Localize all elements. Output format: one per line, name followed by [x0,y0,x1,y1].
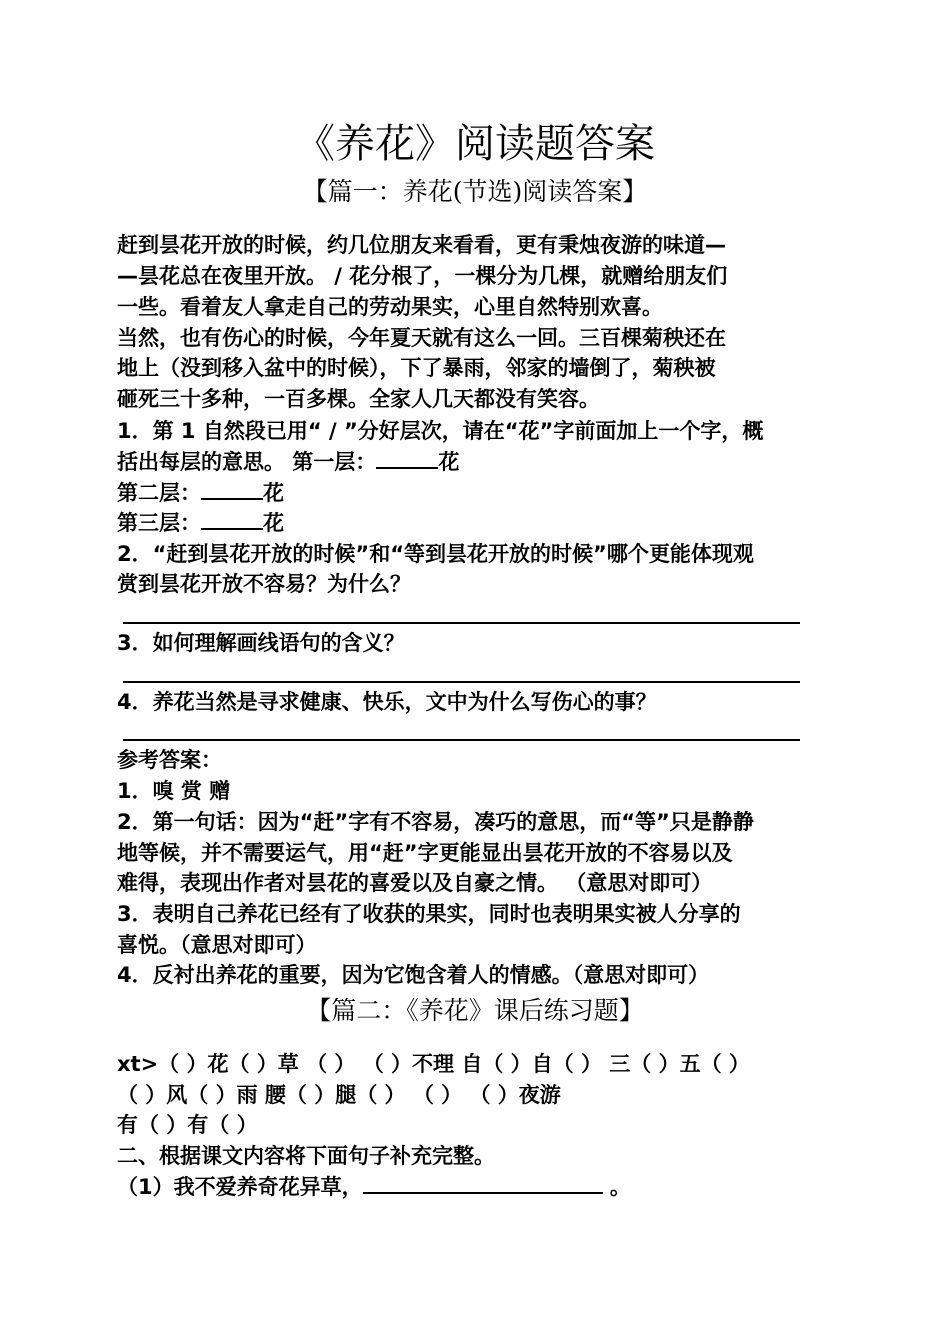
question-1-layer-1 [117,447,837,477]
exercise-line: 有（ ）有（ ） [117,1113,258,1137]
flower-char: 花 [263,511,284,535]
answer-line-text: 3．表明自己养花已经有了收获的果实，同时也表明果实被人分享的 [117,902,741,926]
layer-3-blank[interactable] [201,510,263,530]
question-2: 2．“赶到昙花开放的时候”和“等到昙花开放的时候”哪个更能体现观 [117,542,754,566]
section-one-title: 【篇一：养花(节选)阅读答案】 [302,177,648,206]
passage-line: 当然，也有伤心的时候，今年夏天就有这么一回。三百棵菊秧还在 [117,326,726,350]
passage-line: 砸死三十多种，一百多棵。全家人几天都没有笑容。 [117,387,600,411]
layer-1-blank[interactable] [376,449,438,469]
passage-line: 一些。看着友人拿走自己的劳动果实，心里自然特别欢喜。 [117,295,663,319]
answer-line-text: 喜悦。（意思对即可） [117,933,317,957]
question-4: 4．养花当然是寻求健康、快乐，文中为什么写伤心的事？ [117,690,657,714]
answer-line-text: 难得，表现出作者对昙花的喜爱以及自豪之情。 （意思对即可） [117,871,713,895]
answer-line-text: 4．反衬出养花的重要，因为它饱含着人的情感。（意思对即可） [117,963,710,987]
exercise-line: xt>（ ）花（ ）草 （ ） （ ）不理 自（ ）自（ ） 三（ ）五（ ） [117,1052,750,1076]
passage-line: —昙花总在夜里开放。 / 花分根了，一棵分为几棵，就赠给朋友们 [117,264,728,288]
question-1: 1．第 1 自然段已用“ / ”分好层次，请在“花”字前面加上一个字，概 [117,419,764,443]
section-two-title: 【篇二：《养花》课后练习题】 [306,996,644,1025]
layer-2-label: 第二层： [117,481,201,505]
passage-line: 赶到昙花开放的时候，约几位朋友来看看，更有秉烛夜游的味道— [117,233,726,257]
layer-2-blank[interactable] [201,480,263,500]
answer-line-text: 1．嗅 赏 赠 [117,779,231,803]
fill-in-blank[interactable] [363,1174,603,1194]
flower-char: 花 [263,481,284,505]
answer-line[interactable] [123,739,800,741]
question-3: 3．如何理解画线语句的含义？ [117,631,405,655]
passage-line: 地上（没到移入盆中的时候），下了暴雨，邻家的墙倒了，菊秧被 [117,356,716,380]
fill-in-prefix: （1）我不爱养奇花异草， [117,1175,363,1199]
question-1-layer-3 [117,508,837,538]
page-title: 《养花》阅读题答案 [295,121,655,167]
answer-line[interactable] [123,622,800,624]
answer-line[interactable] [123,681,800,683]
fill-in-sentence [117,1172,837,1202]
layer-1-label: 括出每层的意思。 第一层： [117,450,377,474]
flower-char: 花 [438,450,460,474]
exercise-heading: 二、根据课文内容将下面句子补充完整。 [117,1144,495,1168]
fill-in-suffix: 。 [602,1175,631,1199]
answer-line-text: 地等候，并不需要运气，用“赶”字更能显出昙花开放的不容易以及 [117,841,733,865]
question-1-layer-2 [117,478,837,508]
layer-3-label: 第三层： [117,511,201,535]
reference-answers-title: 参考答案： [117,748,222,772]
question-2: 赏到昙花开放不容易？为什么？ [117,572,411,596]
exercise-line: （ ）风（ ）雨 腰（ ）腿（ ） （ ） （ ）夜游 [117,1083,561,1107]
answer-line-text: 2．第一句话：因为“赶”字有不容易，凑巧的意思，而“等”只是静静 [117,810,754,834]
